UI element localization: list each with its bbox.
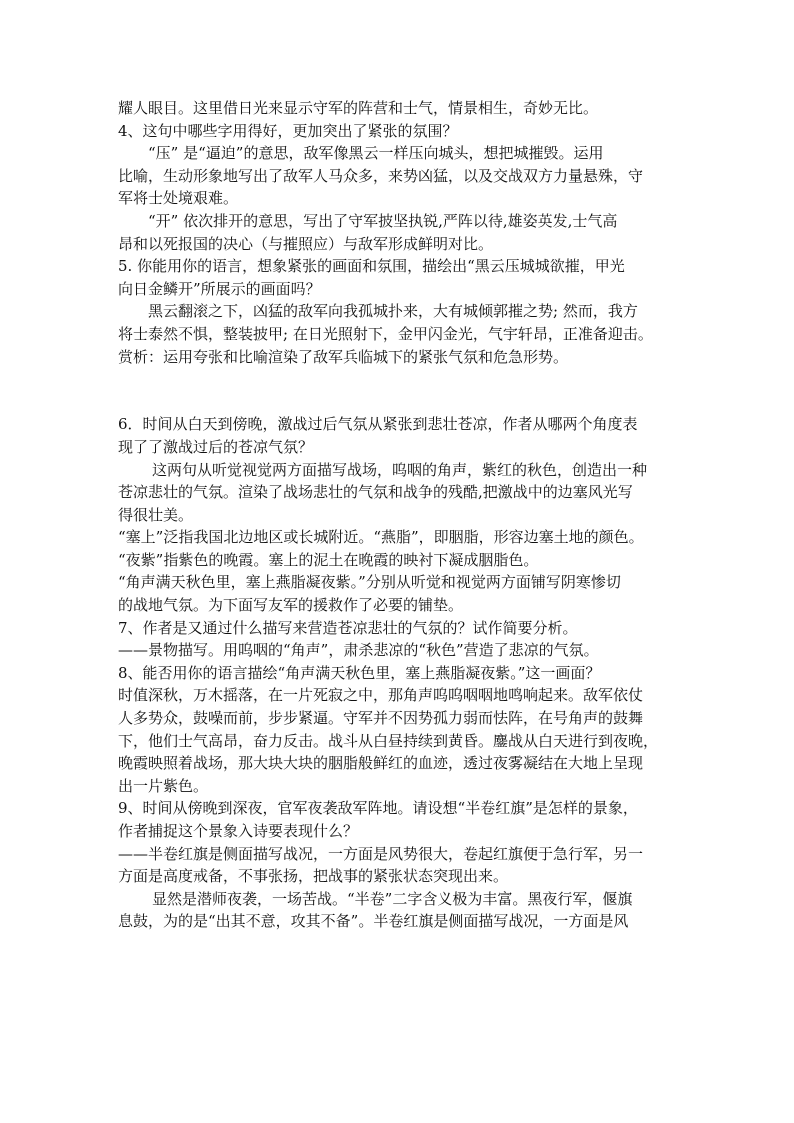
text-line: 出一片紫色。 — [118, 776, 209, 795]
text-line: 苍凉悲壮的气氛。渲染了战场悲壮的气氛和战争的残酷,把激战中的边塞风光写 — [118, 483, 633, 502]
text-line: 向日金鳞开”所展示的画面吗？ — [118, 279, 321, 298]
text-line: “压” 是“逼迫”的意思，敌军像黑云一样压向城头，想把城摧毁。运用 — [148, 144, 604, 163]
text-line: 晚霞映照着战场，那大块大块的胭脂般鲜红的血迹，透过夜雾凝结在大地上呈现 — [118, 754, 644, 773]
document-body — [118, 97, 690, 933]
text-line: 耀人眼目。这里借日光来显示守军的阵营和士气，情景相生，奇妙无比。 — [118, 99, 599, 117]
text-line: 这两句从听觉视觉两方面描写战场，呜咽的角声，紫红的秋色，创造出一种 — [152, 460, 648, 479]
text-line: 息鼓，为的是“出其不意，攻其不备”。半卷红旗是侧面描写战况，一方面是风 — [118, 912, 629, 931]
text-line: 4、这句中哪些字用得好，更加突出了紧张的氛围？ — [118, 121, 458, 140]
text-line: ——半卷红旗是侧面描写战况，一方面是风势很大，卷起红旗便于急行军，另一 — [118, 844, 644, 863]
text-line: 的战地气氛。为下面写友军的援救作了必要的铺垫。 — [118, 596, 464, 615]
text-line: 比喻，生动形象地写出了敌军人马众多，来势凶猛，以及交战双方力量悬殊，守 — [118, 166, 644, 185]
blank-line — [118, 368, 690, 391]
text-line: “开” 依次排开的意思，写出了守军披坚执锐,严阵以待,雄姿英发,士气高 — [148, 211, 618, 230]
text-line: 显然是潜师夜袭，一场苦战。“半卷”二字含义极为丰富。黑夜行军，偃旗 — [152, 889, 633, 908]
text-line: 军将士处境艰难。 — [118, 189, 239, 208]
text-line: “夜紫”指紫色的晚霞。塞上的泥土在晚霞的映衬下凝成胭脂色。 — [118, 550, 539, 569]
text-line: 现了了激战过后的苍凉气氛？ — [118, 437, 314, 456]
text-line: 6．时间从白天到傍晚，激战过后气氛从紧张到悲壮苍凉，作者从哪两个角度表 — [118, 415, 638, 434]
text-line: 得很壮美。 — [118, 505, 194, 524]
text-line: 9、时间从傍晚到深夜，官军夜袭敌军阵地。请设想“半卷红旗”是怎样的景象， — [118, 799, 638, 818]
text-line: 时值深秋，万木摇落，在一片死寂之中，那角声呜呜咽咽地鸣响起来。敌军依仗 — [118, 686, 644, 705]
text-line: 昂和以死报国的决心（与摧照应）与敌军形成鲜明对比。 — [118, 234, 494, 253]
text-line: 下，他们士气高昂，奋力反击。战斗从白昼持续到黄昏。鏖战从白天进行到夜晚， — [118, 731, 659, 750]
text-line: 方面是高度戒备，不事张扬，把战事的紧张状态突现出来。 — [118, 867, 509, 886]
text-line: “角声满天秋色里，塞上燕脂凝夜紫。”分别从听觉和视觉两方面铺写阴寒惨切 — [118, 573, 621, 592]
text-line: 作者捕捉这个景象入诗要表现什么？ — [118, 822, 359, 840]
text-line: 黑云翻滚之下，凶猛的敌军向我孤城扑来，大有城倾郭摧之势; 然而，我方 — [148, 302, 638, 321]
text-line: 7、作者是又通过什么描写来营造苍凉悲壮的气氛的？试作简要分析。 — [118, 618, 578, 637]
text-line: 人多势众，鼓噪而前，步步紧逼。守军并不因势孤力弱而怯阵，在号角声的鼓舞 — [118, 709, 644, 728]
text-line: “塞上”泛指我国北边地区或长城附近。“燕脂”，即胭脂，形容边塞土地的颜色。 — [118, 528, 644, 547]
blank-line — [118, 391, 690, 414]
text-line: ——景物描写。用呜咽的“角声”，肃杀悲凉的“秋色”营造了悲凉的气氛。 — [118, 641, 599, 660]
text-line: 将士泰然不惧，整装披甲; 在日光照射下，金甲闪金光，气宇轩昂，正准备迎击。 — [118, 324, 653, 343]
text-line: 8、能否用你的语言描绘“角声满天秋色里，塞上燕脂凝夜紫。”这一画面？ — [118, 663, 601, 682]
text-line: 赏析：运用夸张和比喻渲染了敌军兵临城下的紧张气氛和危急形势。 — [118, 347, 569, 366]
text-line: 5. 你能用你的语言，想象紧张的画面和氛围，描绘出“黑云压城城欲摧，甲光 — [118, 257, 625, 276]
